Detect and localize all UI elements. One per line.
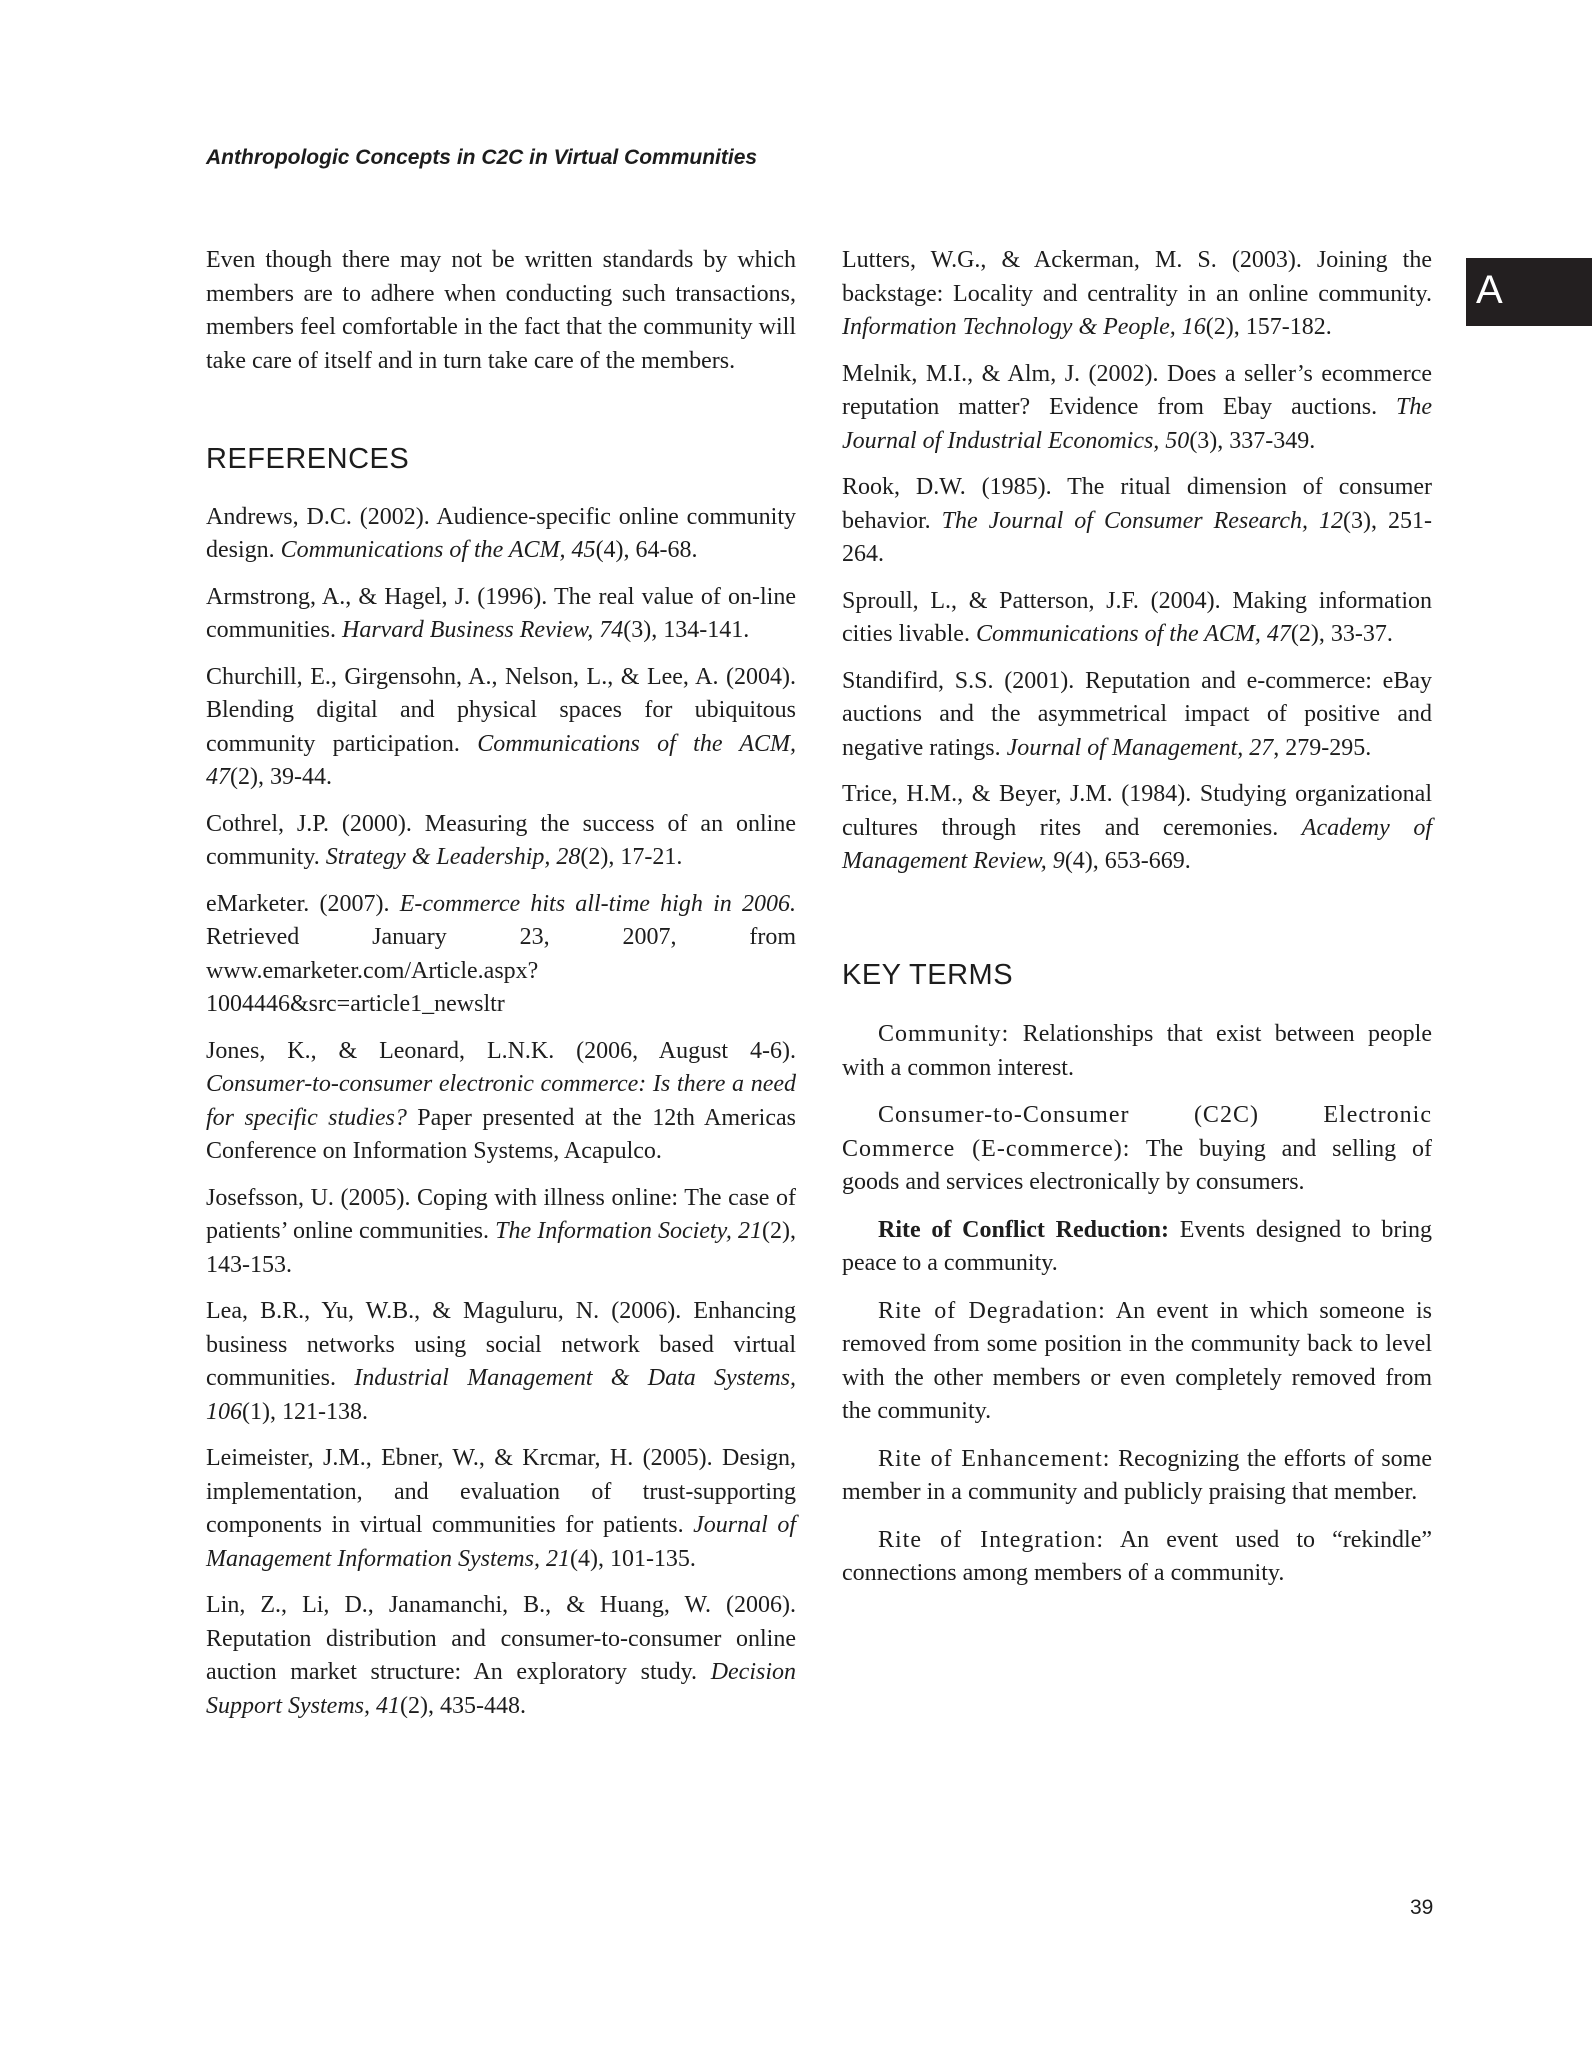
section-tab-letter: A: [1476, 268, 1503, 312]
key-term-name: Rite of Integration:: [878, 1526, 1105, 1553]
reference-item: eMarketer. (2007). E-commerce hits all-time high in 2006. Retrieved January 23, 2007, from www.emarketer.com/Article.aspx?1004446&src=article1_newsltr: [206, 890, 796, 1017]
page-number: 39: [1410, 1896, 1434, 1919]
key-term-item: Rite of Integration: An event used to “rekindle” connections among members of a community.: [842, 1526, 1433, 1586]
key-term-item: Rite of Enhancement: Recognizing the efforts of some member in a community and publicly praising that member.: [842, 1445, 1432, 1505]
reference-item: Melnik, M.I., & Alm, J. (2002). Does a seller’s ecommerce reputation matter? Evidence from Ebay auctions. The Journal of Industrial Economics, 50(3), 337-349.: [842, 360, 1432, 454]
right-column: [842, 244, 1432, 1605]
reference-item: Sproull, L., & Patterson, J.F. (2004). Making information cities livable. Communications of the ACM, 47(2), 33-37.: [842, 587, 1432, 647]
key-term-item: Consumer-to-Consumer (C2C) Electronic Commerce (E-commerce): The buying and selling of goods and services electronically by consumers.: [842, 1102, 1432, 1195]
left-column: [206, 244, 796, 1736]
reference-item: Churchill, E., Girgensohn, A., Nelson, L., & Lee, A. (2004). Blending digital and physical spaces for ubiquitous community participation. Communications of the ACM, 47(2), 39-44.: [206, 663, 796, 790]
reference-item: Armstrong, A., & Hagel, J. (1996). The real value of on-line communities. Harvard Business Review, 74(3), 134-141.: [206, 583, 796, 643]
reference-item: Josefsson, U. (2005). Coping with illness online: The case of patients’ online communities. The Information Society, 21(2), 143-153.: [206, 1184, 796, 1278]
reference-item: Lutters, W.G., & Ackerman, M. S. (2003). Joining the backstage: Locality and centrality in an online community. Information Technology & People, 16(2), 157-182.: [842, 247, 1432, 340]
key-term-name: Rite of Conflict Reduction:: [878, 1216, 1169, 1243]
key-term-item: Rite of Conflict Reduction: Events designed to bring peace to a community.: [842, 1216, 1433, 1276]
reference-item: Leimeister, J.M., Ebner, W., & Krcmar, H. (2005). Design, implementation, and evaluation of trust-supporting components in virtual communities for patients. Journal of Management Information Systems, 21(4), 101-135.: [206, 1445, 797, 1572]
key-term-name: Community:: [878, 1021, 1010, 1047]
reference-item: Trice, H.M., & Beyer, J.M. (1984). Studying organizational cultures through rites and ceremonies. Academy of Management Review, 9(4), 653-669.: [842, 781, 1432, 874]
key-terms-heading: KEY TERMS: [842, 958, 1014, 991]
section-thumb-tab: [1466, 258, 1592, 326]
reference-item: Jones, K., & Leonard, L.N.K. (2006, August 4-6). Consumer-to-consumer electronic commerce: Is there a need for specific studies? Paper presented at the 12th Americas Conference on Information Systems, Acapulco.: [206, 1037, 796, 1164]
references-heading: REFERENCES: [206, 443, 410, 475]
reference-item: Standifird, S.S. (2001). Reputation and e-commerce: eBay auctions and the asymmetrical impact of positive and negative ratings. Journal of Management, 27, 279-295.: [842, 667, 1432, 761]
reference-item: Rook, D.W. (1985). The ritual dimension of consumer behavior. The Journal of Consumer Research, 12(3), 251-264.: [842, 474, 1433, 567]
running-title: Anthropologic Concepts in C2C in Virtual Communities: [206, 146, 758, 169]
reference-item: Lin, Z., Li, D., Janamanchi, B., & Huang, W. (2006). Reputation distribution and consumer-to-consumer online auction market structure: An exploratory study. Decision Support Systems, 41(2), 435-448.: [206, 1592, 796, 1719]
key-term-item: Rite of Degradation: An event in which someone is removed from some position in the community back to level with the other members or even completely removed from the community.: [842, 1297, 1432, 1424]
key-term-name: Rite of Degradation:: [878, 1297, 1106, 1324]
key-term-name: Rite of Enhancement:: [878, 1445, 1111, 1472]
reference-item: Andrews, D.C. (2002). Audience-specific online community design. Communications of the ACM, 45(4), 64-68.: [206, 503, 796, 563]
key-term-item: Community: Relationships that exist between people with a common interest.: [842, 1021, 1432, 1081]
reference-item: Lea, B.R., Yu, W.B., & Maguluru, N. (2006). Enhancing business networks using social network based virtual communities. Industrial Management & Data Systems, 106(1), 121-138.: [206, 1298, 797, 1425]
reference-item: Cothrel, J.P. (2000). Measuring the success of an online community. Strategy & Leadership, 28(2), 17-21.: [206, 810, 796, 870]
intro-paragraph: Even though there may not be written standards by which members are to adhere when conducting such transactions, members feel comfortable in the fact that the community will take care of itself and in turn take care of the members.: [206, 247, 796, 374]
key-term-name: Consumer-to-Consumer (C2C) Electronic Commerce (E-commerce):: [842, 1102, 1432, 1162]
